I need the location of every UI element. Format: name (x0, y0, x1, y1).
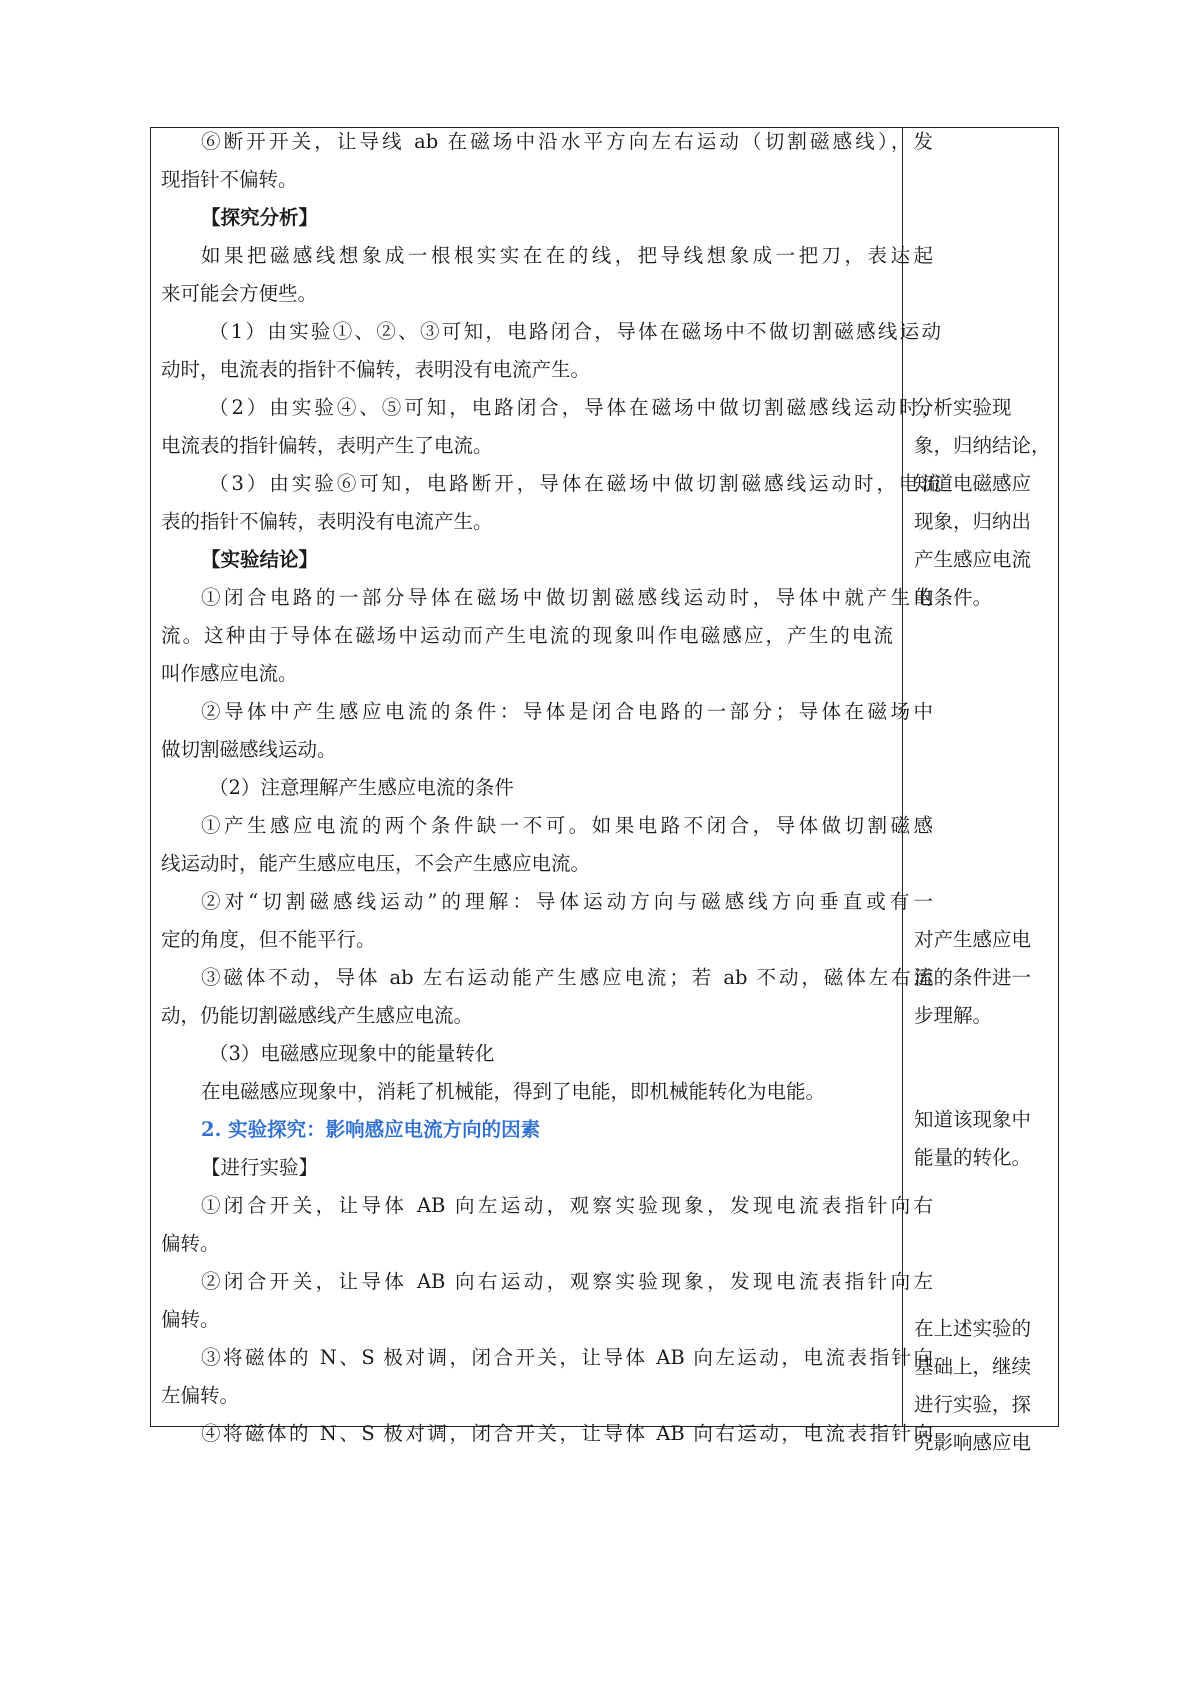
paragraph-line: 线运动时，能产生感应电压，不会产生感应电流。 (161, 852, 591, 875)
note-line: 进行实验，探 (914, 1393, 1032, 1416)
paragraph-line: 表的指针不偏转，表明没有电流产生。 (161, 510, 493, 533)
paragraph-line: ③磁体不动，导体 ab 左右运动能产生感应电流；若 ab 不动，磁体左右运 (201, 966, 933, 989)
note-line: 究影响感应电 (914, 1431, 1032, 1454)
note-line: 象，归纳结论， (914, 434, 1051, 457)
paragraph-line: ④将磁体的 N、S 极对调，闭合开关，让导体 AB 向右运动，电流表指针向 (201, 1422, 933, 1445)
paragraph-line: 现指针不偏转。 (161, 168, 298, 191)
subsection-heading: （2）注意理解产生感应电流的条件 (209, 776, 514, 799)
paragraph-line: ⑥断开开关，让导线 ab 在磁场中沿水平方向左右运动（切割磁感线），发 (201, 130, 933, 153)
section-heading-blue: 2. 实验探究：影响感应电流方向的因素 (201, 1118, 541, 1141)
paragraph-line: 左偏转。 (161, 1384, 240, 1407)
paragraph-line: ③将磁体的 N、S 极对调，闭合开关，让导体 AB 向左运动，电流表指针向 (201, 1346, 933, 1369)
paragraph-line: ①产生感应电流的两个条件缺一不可。如果电路不闭合，导体做切割磁感 (201, 814, 933, 837)
paragraph-line: （3）由实验⑥可知，电路断开，导体在磁场中做切割磁感线运动时，电流 (209, 472, 941, 495)
note-line: 分析实验现 (914, 396, 1012, 419)
paragraph-line: ②导体中产生感应电流的条件：导体是闭合电路的一部分；导体在磁场中 (201, 700, 933, 723)
paragraph-line: ②闭合开关，让导体 AB 向右运动，观察实验现象，发现电流表指针向左 (201, 1270, 933, 1293)
paragraph-line: 来可能会方便些。 (161, 282, 318, 305)
paragraph-line: 偏转。 (161, 1232, 220, 1255)
section-heading-experiment: 【进行实验】 (201, 1156, 319, 1179)
paragraph-line: （1）由实验①、②、③可知，电路闭合，导体在磁场中不做切割磁感线运动 (209, 320, 941, 343)
note-line: 现象，归纳出 (914, 510, 1032, 533)
lesson-table (150, 127, 1059, 1454)
paragraph-line: 如果把磁感线想象成一根根实实在在的线，把导线想象成一把刀，表达起 (201, 244, 933, 267)
note-line: 步理解。 (914, 1004, 993, 1027)
note-line: 知道电磁感应 (914, 472, 1032, 495)
note-line: 能量的转化。 (914, 1146, 1032, 1169)
paragraph-line: ①闭合开关，让导体 AB 向左运动，观察实验现象，发现电流表指针向右 (201, 1194, 933, 1217)
paragraph-line: 电流表的指针偏转，表明产生了电流。 (161, 434, 493, 457)
section-heading-conclusion: 【实验结论】 (201, 548, 319, 571)
note-line: 产生感应电流 (914, 548, 1032, 571)
paragraph-line: 定的角度，但不能平行。 (161, 928, 376, 951)
section-heading-analysis: 【探究分析】 (201, 206, 319, 229)
paragraph-line: 在电磁感应现象中，消耗了机械能，得到了电能，即机械能转化为电能。 (201, 1080, 826, 1103)
note-line: 知道该现象中 (914, 1108, 1032, 1131)
note-line: 流的条件进一 (914, 966, 1032, 989)
note-line: 基础上，继续 (914, 1355, 1032, 1378)
note-line: 对产生感应电 (914, 928, 1032, 951)
paragraph-line: 动，仍能切割磁感线产生感应电流。 (161, 1004, 474, 1027)
paragraph-line: 偏转。 (161, 1308, 220, 1331)
paragraph-line: 叫作感应电流。 (161, 662, 298, 685)
paragraph-line: 做切割磁感线运动。 (161, 738, 337, 761)
note-line: 在上述实验的 (914, 1317, 1032, 1340)
paragraph-line: ②对“切割磁感线运动”的理解：导体运动方向与磁感线方向垂直或有一 (201, 890, 933, 913)
paragraph-line: ①闭合电路的一部分导体在磁场中做切割磁感线运动时，导体中就产生电 (201, 586, 933, 609)
subsection-heading: （3）电磁感应现象中的能量转化 (209, 1042, 495, 1065)
note-line: 的条件。 (914, 586, 993, 609)
paragraph-line: 流。这种由于导体在磁场中运动而产生电流的现象叫作电磁感应，产生的电流 (161, 624, 893, 647)
paragraph-line: 动时，电流表的指针不偏转，表明没有电流产生。 (161, 358, 591, 381)
paragraph-line: （2）由实验④、⑤可知，电路闭合，导体在磁场中做切割磁感线运动时， (209, 396, 941, 419)
